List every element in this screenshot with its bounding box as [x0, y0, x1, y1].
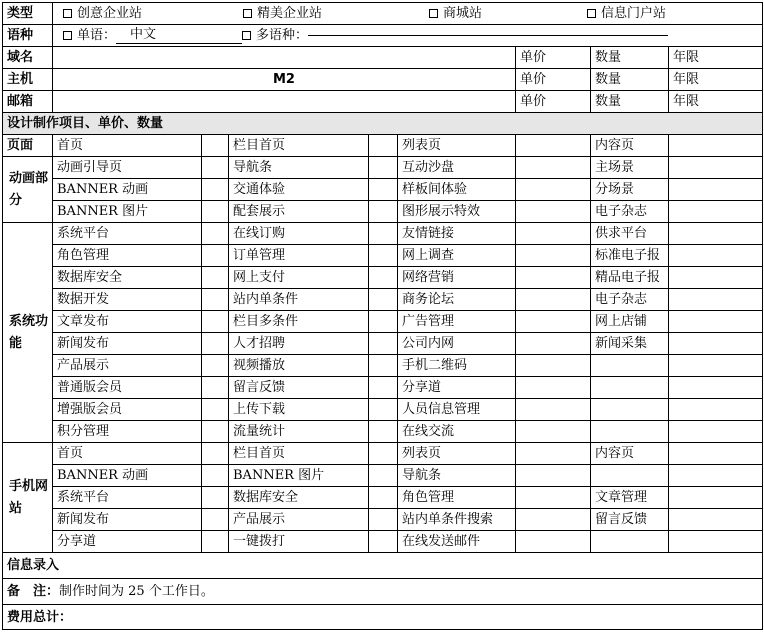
item-cell: 列表页	[398, 135, 516, 157]
type-option-portal[interactable]: 信息门户站	[587, 3, 666, 24]
lang-multi-value[interactable]	[308, 35, 668, 36]
mark-cell[interactable]	[369, 509, 398, 531]
item-cell: 站内单条件搜索	[398, 509, 516, 531]
host-label: 主机	[3, 69, 53, 91]
sys-row	[3, 311, 763, 333]
design-header-row	[3, 113, 763, 135]
mark-cell[interactable]	[669, 135, 763, 157]
sys-section-label: 系统功能	[3, 223, 53, 443]
mark-cell[interactable]	[369, 531, 398, 553]
lang-options	[53, 25, 763, 47]
item-cell: 流量统计	[229, 421, 369, 443]
mark-cell[interactable]	[202, 267, 229, 289]
info-entry-label: 信息录入	[3, 553, 763, 579]
lang-option-multi[interactable]: 多语种：	[242, 25, 308, 46]
item-cell: 在线发送邮件	[398, 531, 516, 553]
mark-cell[interactable]	[369, 289, 398, 311]
anim-row	[3, 179, 763, 201]
total-label: 费用总计：	[3, 605, 763, 630]
mark-cell[interactable]	[516, 399, 591, 421]
mark-cell[interactable]	[669, 399, 763, 421]
item-cell: 数据开发	[53, 289, 202, 311]
total-row	[3, 605, 763, 630]
item-cell: 分享道	[53, 531, 202, 553]
sys-row	[3, 377, 763, 399]
item-cell: 订单管理	[229, 245, 369, 267]
mobile-section-label: 手机网站	[3, 443, 53, 553]
item-cell: 互动沙盘	[398, 157, 516, 179]
item-cell: 新闻发布	[53, 509, 202, 531]
mobile-row	[3, 531, 763, 553]
lang-row	[3, 25, 763, 47]
mark-cell[interactable]	[669, 333, 763, 355]
mail-row	[3, 91, 763, 113]
checkbox-icon[interactable]	[587, 9, 596, 18]
host-years-label: 年限	[669, 69, 763, 91]
mark-cell[interactable]	[669, 245, 763, 267]
mark-cell[interactable]	[669, 267, 763, 289]
type-option-fine[interactable]: 精美企业站	[243, 3, 429, 24]
mark-cell[interactable]	[669, 289, 763, 311]
mark-cell[interactable]	[669, 311, 763, 333]
item-cell: 分场景	[591, 179, 669, 201]
item-cell: 内容页	[591, 135, 669, 157]
item-cell: 人员信息管理	[398, 399, 516, 421]
sys-row	[3, 333, 763, 355]
mark-cell[interactable]	[202, 289, 229, 311]
item-cell: 系统平台	[53, 487, 202, 509]
remark-row	[3, 579, 763, 605]
item-cell: 分享道	[398, 377, 516, 399]
domain-row	[3, 47, 763, 69]
mark-cell[interactable]	[369, 377, 398, 399]
type-option-creative[interactable]: 创意企业站	[63, 3, 243, 24]
item-cell: 栏目多条件	[229, 311, 369, 333]
item-cell: 供求平台	[591, 223, 669, 245]
mark-cell[interactable]	[669, 377, 763, 399]
checkbox-icon[interactable]	[242, 31, 251, 40]
sys-row	[3, 267, 763, 289]
mobile-row	[3, 509, 763, 531]
mark-cell[interactable]	[202, 377, 229, 399]
mail-price-label: 单价	[516, 91, 591, 113]
item-cell: 新闻采集	[591, 333, 669, 355]
mark-cell[interactable]	[516, 355, 591, 377]
domain-price-label: 单价	[516, 47, 591, 69]
mark-cell[interactable]	[669, 421, 763, 443]
item-cell: 增强版会员	[53, 399, 202, 421]
mark-cell[interactable]	[516, 377, 591, 399]
design-header: 设计制作项目、单价、数量	[3, 113, 763, 135]
item-cell: 导航条	[229, 157, 369, 179]
mark-cell[interactable]	[202, 179, 229, 201]
mark-cell[interactable]	[202, 245, 229, 267]
mobile-row	[3, 443, 763, 465]
item-cell	[591, 399, 669, 421]
mark-cell[interactable]	[202, 201, 229, 223]
item-cell: 精品电子报	[591, 267, 669, 289]
mark-cell[interactable]	[369, 179, 398, 201]
checkbox-icon[interactable]	[63, 31, 72, 40]
mark-cell[interactable]	[369, 355, 398, 377]
mark-cell[interactable]	[516, 267, 591, 289]
mail-value[interactable]	[53, 91, 516, 113]
item-cell: 留言反馈	[591, 509, 669, 531]
item-cell: 标准电子报	[591, 245, 669, 267]
mark-cell[interactable]	[202, 487, 229, 509]
item-cell: 产品展示	[229, 509, 369, 531]
item-cell: 产品展示	[53, 355, 202, 377]
info-entry-row	[3, 553, 763, 579]
item-cell: 网上调查	[398, 245, 516, 267]
item-cell: 首页	[53, 135, 202, 157]
item-cell: 导航条	[398, 465, 516, 487]
item-cell: 电子杂志	[591, 201, 669, 223]
item-cell: 主场景	[591, 157, 669, 179]
item-cell	[591, 421, 669, 443]
lang-label: 语种	[3, 25, 53, 47]
item-cell: 配套展示	[229, 201, 369, 223]
mark-cell[interactable]	[369, 399, 398, 421]
mark-cell[interactable]	[369, 135, 398, 157]
item-cell: 角色管理	[53, 245, 202, 267]
item-cell	[591, 465, 669, 487]
item-cell: 列表页	[398, 443, 516, 465]
mark-cell[interactable]	[516, 465, 591, 487]
item-cell: 上传下载	[229, 399, 369, 421]
mark-cell[interactable]	[516, 531, 591, 553]
mark-cell[interactable]	[516, 157, 591, 179]
item-cell: 广告管理	[398, 311, 516, 333]
mark-cell[interactable]	[369, 311, 398, 333]
anim-row	[3, 157, 763, 179]
item-cell: 文章发布	[53, 311, 202, 333]
sys-row	[3, 289, 763, 311]
mark-cell[interactable]	[202, 443, 229, 465]
item-cell: 手机二维码	[398, 355, 516, 377]
mark-cell[interactable]	[516, 509, 591, 531]
mark-cell[interactable]	[669, 465, 763, 487]
checkbox-icon[interactable]	[63, 9, 72, 18]
mark-cell[interactable]	[369, 201, 398, 223]
mark-cell[interactable]	[202, 421, 229, 443]
item-cell: 友情链接	[398, 223, 516, 245]
mark-cell[interactable]	[669, 355, 763, 377]
item-cell: 角色管理	[398, 487, 516, 509]
item-cell	[591, 531, 669, 553]
mark-cell[interactable]	[202, 399, 229, 421]
mark-cell[interactable]	[369, 245, 398, 267]
mark-cell[interactable]	[669, 223, 763, 245]
item-cell: 网上支付	[229, 267, 369, 289]
mark-cell[interactable]	[202, 465, 229, 487]
mark-cell[interactable]	[369, 443, 398, 465]
item-cell: BANNER 动画	[53, 179, 202, 201]
mark-cell[interactable]	[516, 135, 591, 157]
sys-row	[3, 421, 763, 443]
item-cell: 在线订购	[229, 223, 369, 245]
page-row	[3, 135, 763, 157]
mark-cell[interactable]	[516, 421, 591, 443]
mark-cell[interactable]	[369, 465, 398, 487]
mobile-row	[3, 465, 763, 487]
mark-cell[interactable]	[669, 201, 763, 223]
anim-row	[3, 201, 763, 223]
item-cell: BANNER 图片	[53, 201, 202, 223]
mark-cell[interactable]	[669, 487, 763, 509]
mark-cell[interactable]	[516, 223, 591, 245]
mark-cell[interactable]	[516, 443, 591, 465]
mark-cell[interactable]	[202, 311, 229, 333]
item-cell: 图形展示特效	[398, 201, 516, 223]
mark-cell[interactable]	[516, 245, 591, 267]
sys-row	[3, 245, 763, 267]
mark-cell[interactable]	[202, 531, 229, 553]
item-cell	[591, 355, 669, 377]
mark-cell[interactable]	[202, 333, 229, 355]
item-cell: 普通版会员	[53, 377, 202, 399]
item-cell: 网上店铺	[591, 311, 669, 333]
item-cell: 系统平台	[53, 223, 202, 245]
domain-qty-label: 数量	[591, 47, 669, 69]
domain-years-label: 年限	[669, 47, 763, 69]
mark-cell[interactable]	[669, 531, 763, 553]
host-price-label: 单价	[516, 69, 591, 91]
item-cell: 样板间体验	[398, 179, 516, 201]
type-row	[3, 3, 763, 25]
item-cell: 新闻发布	[53, 333, 202, 355]
item-cell: BANNER 图片	[229, 465, 369, 487]
mark-cell[interactable]	[202, 355, 229, 377]
mark-cell[interactable]	[369, 421, 398, 443]
item-cell: 内容页	[591, 443, 669, 465]
item-cell: 留言反馈	[229, 377, 369, 399]
mail-label: 邮箱	[3, 91, 53, 113]
type-label: 类型	[3, 3, 53, 25]
mark-cell[interactable]	[669, 157, 763, 179]
host-row	[3, 69, 763, 91]
mark-cell[interactable]	[202, 135, 229, 157]
item-cell: 商务论坛	[398, 289, 516, 311]
item-cell: 在线交流	[398, 421, 516, 443]
item-cell: 电子杂志	[591, 289, 669, 311]
item-cell: 动画引导页	[53, 157, 202, 179]
item-cell: 视频播放	[229, 355, 369, 377]
remark-text: 制作时间为 25 个工作日。	[59, 584, 214, 599]
type-options	[53, 3, 763, 25]
type-option-mall[interactable]: 商城站	[429, 3, 587, 24]
mark-cell[interactable]	[516, 179, 591, 201]
mark-cell[interactable]	[202, 509, 229, 531]
domain-value[interactable]	[53, 47, 516, 69]
lang-single-value[interactable]: 中文	[116, 27, 242, 44]
mark-cell[interactable]	[369, 157, 398, 179]
mark-cell[interactable]	[516, 311, 591, 333]
item-cell: 栏目首页	[229, 443, 369, 465]
item-cell: 栏目首页	[229, 135, 369, 157]
anim-section-label: 动画部分	[3, 157, 53, 223]
host-qty-label: 数量	[591, 69, 669, 91]
mark-cell[interactable]	[669, 179, 763, 201]
remark-label: 备 注：	[7, 584, 60, 599]
page-section-label: 页面	[3, 135, 53, 157]
mark-cell[interactable]	[202, 157, 229, 179]
item-cell: 文章管理	[591, 487, 669, 509]
mark-cell[interactable]	[202, 223, 229, 245]
sys-row	[3, 223, 763, 245]
item-cell: 数据库安全	[229, 487, 369, 509]
mark-cell[interactable]	[369, 487, 398, 509]
quote-form-table	[2, 2, 763, 630]
mark-cell[interactable]	[369, 223, 398, 245]
mark-cell[interactable]	[669, 509, 763, 531]
checkbox-icon[interactable]	[429, 9, 438, 18]
checkbox-icon[interactable]	[243, 9, 252, 18]
mark-cell[interactable]	[516, 201, 591, 223]
sys-row	[3, 399, 763, 421]
host-value[interactable]: M2	[53, 69, 516, 91]
mark-cell[interactable]	[369, 333, 398, 355]
item-cell: 交通体验	[229, 179, 369, 201]
mail-years-label: 年限	[669, 91, 763, 113]
lang-option-single[interactable]: 单语：	[63, 25, 116, 46]
item-cell: 积分管理	[53, 421, 202, 443]
mark-cell[interactable]	[516, 289, 591, 311]
mark-cell[interactable]	[669, 443, 763, 465]
sys-row	[3, 355, 763, 377]
item-cell	[591, 377, 669, 399]
item-cell: BANNER 动画	[53, 465, 202, 487]
mark-cell[interactable]	[516, 487, 591, 509]
remark-cell	[3, 579, 763, 605]
domain-label: 域名	[3, 47, 53, 69]
mark-cell[interactable]	[516, 333, 591, 355]
mobile-row	[3, 487, 763, 509]
mark-cell[interactable]	[369, 267, 398, 289]
item-cell: 数据库安全	[53, 267, 202, 289]
item-cell: 首页	[53, 443, 202, 465]
mail-qty-label: 数量	[591, 91, 669, 113]
item-cell: 站内单条件	[229, 289, 369, 311]
item-cell: 一键拨打	[229, 531, 369, 553]
item-cell: 公司内网	[398, 333, 516, 355]
item-cell: 网络营销	[398, 267, 516, 289]
item-cell: 人才招聘	[229, 333, 369, 355]
